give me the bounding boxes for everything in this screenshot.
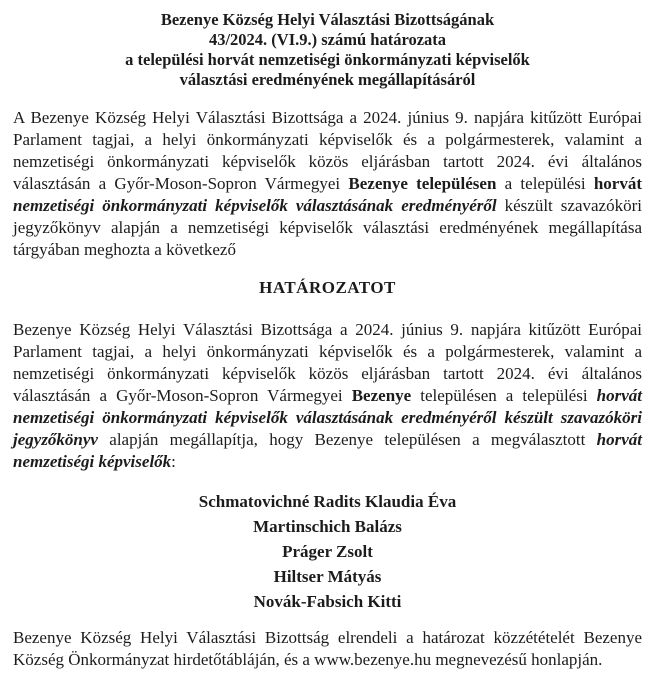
- preamble-paragraph: [13, 107, 642, 261]
- text-run: alapján megállapítja, hogy Bezenye településen a megválasztott: [97, 430, 597, 449]
- text-run: A Bezenye Község Helyi Választási Bizottsága a 2024. június 9. napjára kitűzött Európai Parlament tagjai, a helyi önkormányzati képviselők és a polgármesterek, valamint a nemzetiségi önkormányzati képviselők közös eljárásban tartott 2024. évi általános választásán a Győr-Moson-Sopron Vármegyei: [13, 108, 642, 193]
- representative-name-4: Hiltser Mátyás: [273, 567, 382, 586]
- title-line-3: a települési horvát nemzetiségi önkormányzati képviselők: [125, 50, 530, 69]
- representative-name-1: Schmatovichné Radits Klaudia Éva: [198, 492, 457, 511]
- text-run: :: [171, 452, 176, 471]
- document-title: [13, 10, 642, 90]
- title-line-4: választási eredményének megállapításáról: [179, 70, 476, 89]
- text-run: készült szavazóköri jegyzőkönyv alapján a nemzetiségi képviselők választási eredményének megállapítása tárgyában meghozta a következő: [13, 196, 642, 259]
- text-run: Bezenye Község Helyi Választási Bizottság elrendeli a határozat közzétételét Bezenye Község Önkormányzat hirdetőtábláján, és a www.bezenye.hu megnevezésű honlapján.: [13, 628, 642, 669]
- text-run: Bezenye településen: [348, 174, 497, 193]
- text-run: horvát: [593, 174, 642, 193]
- text-run: nemzetiségi önkormányzati képviselők választásának eredményéről: [13, 196, 497, 215]
- title-line-1: Bezenye Község Helyi Választási Bizottságának: [160, 10, 495, 29]
- elected-representatives-list: [13, 489, 642, 614]
- text-run: a települési: [496, 174, 594, 193]
- text-run: Bezenye: [351, 386, 412, 405]
- decision-heading: HATÁROZATOT: [259, 278, 396, 297]
- text-run: településen a települési: [411, 386, 597, 405]
- representative-name-3: Práger Zsolt: [282, 542, 373, 561]
- representative-name-5: Novák-Fabsich Kitti: [253, 592, 402, 611]
- text-run: horvát nemzetiségi képviselők: [13, 430, 642, 471]
- representative-name-2: Martinschich Balázs: [253, 517, 402, 536]
- text-run: horvát nemzetiségi önkormányzati képviselők választásának eredményéről készült szavazóköri jegyzőkönyv: [13, 386, 642, 449]
- text-run: Bezenye Község Helyi Választási Bizottsága a 2024. június 9. napjára kitűzött Európai Parlament tagjai, a helyi önkormányzati képviselők és a polgármesterek, valamint a nemzetiségi önkormányzati képviselők közös eljárásban tartott 2024. évi általános választásán a Győr-Moson-Sopron Vármegyei: [13, 320, 642, 405]
- decision-paragraph: [13, 319, 642, 473]
- title-line-2: 43/2024. (VI.9.) számú határozata: [208, 30, 447, 49]
- closing-paragraph: [13, 627, 642, 671]
